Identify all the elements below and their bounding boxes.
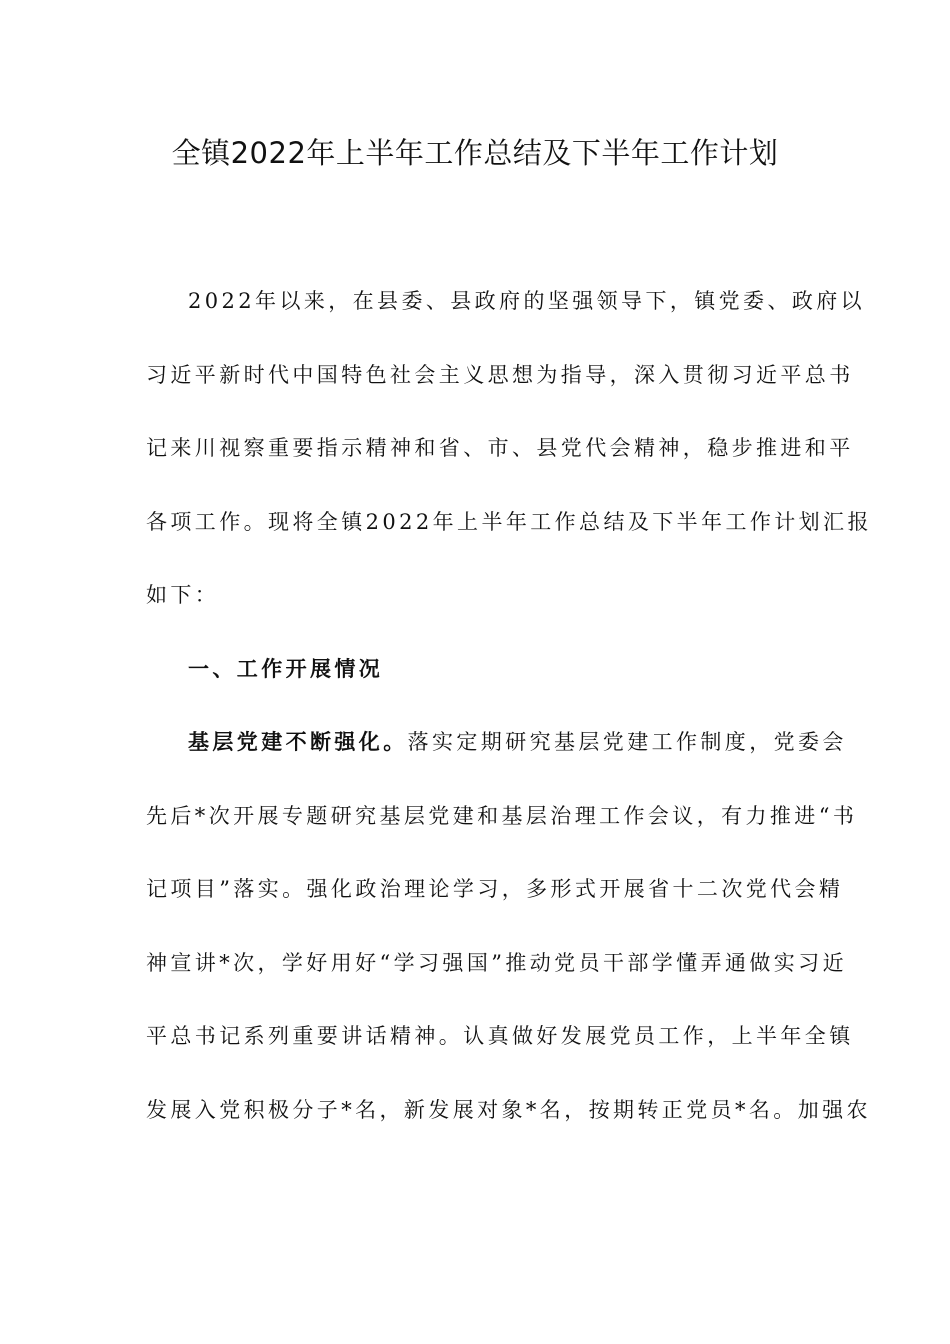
document-title: 全镇2022年上半年工作总结及下半年工作计划 [171,136,779,170]
section-line: 发展入党积极分子*名，新发展对象*名，按期转正党员*名。加强农 [146,1097,871,1122]
section-first-line-text: 落实定期研究基层党建工作制度，党委会 [407,730,847,754]
section-lead: 基层党建不断强化。 [188,730,408,754]
section-line: 先后*次开展专题研究基层党建和基层治理工作会议，有力推进“书 [146,803,858,828]
intro-line: 习近平新时代中国特色社会主义思想为指导，深入贯彻习近平总书 [146,362,854,387]
section-line: 记项目”落实。强化政治理论学习，多形式开展省十二次党代会精 [146,877,844,901]
intro-line: 各项工作。现将全镇2022年上半年工作总结及下半年工作计划汇报 [146,509,872,534]
section-line: 平总书记系列重要讲话精神。认真做好发展党员工作，上半年全镇 [146,1024,854,1048]
intro-line: 记来川视察重要指示精神和省、市、县党代会精神，稳步推进和平 [146,436,854,460]
section-line: 神宣讲*次，学好用好“学习强国”推动党员干部学懂弄通做实习近 [146,950,847,975]
intro-line: 如下： [146,583,220,607]
section-paragraph-first-line [146,716,847,790]
intro-line: 2022年以来，在县委、县政府的坚强领导下，镇党委、政府以 [188,289,866,313]
document-body [146,275,872,1157]
section-heading: 一、工作开展情况 [188,656,384,681]
